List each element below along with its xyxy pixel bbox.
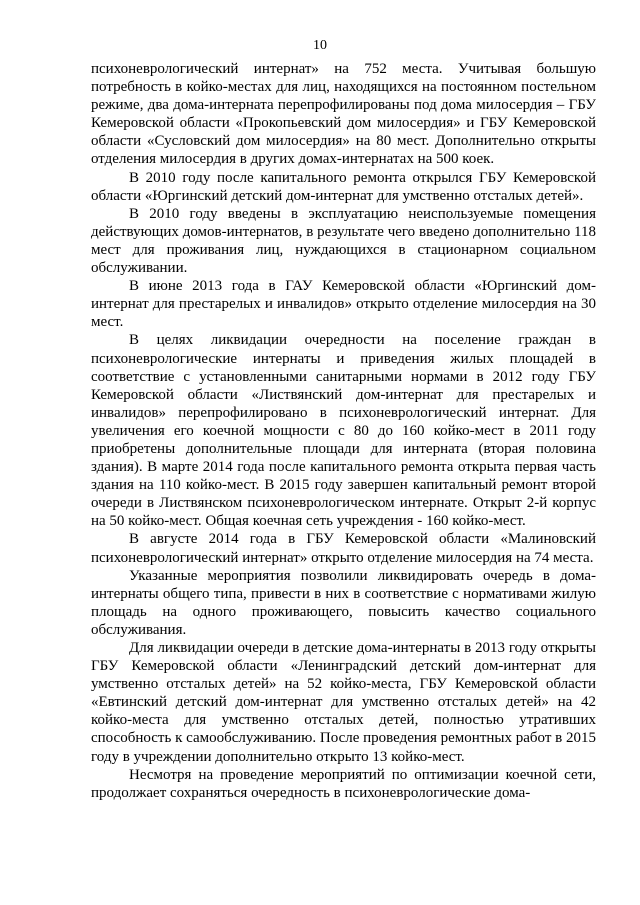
document-body <box>91 60 596 802</box>
paragraph: В целях ликвидации очередности на поселение граждан в психоневрологические интернаты и приведения жилых площадей в соответствие с установленными санитарными нормами в 2012 году ГБУ Кемеровской области «Листвянский дом-интернат для престарелых и инвалидов» перепрофилировано в психоневрологический интернат. Для увеличения его коечной мощности с 80 до 160 койко-мест в 2011 году приобретены дополнительные площади для интерната (вторая половина здания). В марте 2014 года после капитального ремонта открыта первая часть здания на 110 койко-мест. В 2015 году завершен капитальный ремонт второй очереди в Листвянском психоневрологическом интернате. Открыт 2-й корпус на 50 койко-мест. Общая коечная сеть учреждения - 160 койко-мест. <box>91 332 596 530</box>
paragraph: В 2010 году введены в эксплуатацию неиспользуемые помещения действующих домов-интернатов, в результате чего введено дополнительно 118 мест для проживания лиц, нуждающихся в стационарном социальном обслуживании. <box>91 205 596 277</box>
paragraph: Для ликвидации очереди в детские дома-интернаты в 2013 году открыты ГБУ Кемеровской области «Ленинградский детский дом-интернат для умственно отсталых детей» на 52 койко-места, ГБУ Кемеровской области «Евтинский детский дом-интернат для умственно отсталых детей» на 42 койко-места для умственно отсталых детей, полностью утративших способность к самообслуживанию. После проведения ремонтных работ в 2015 году в учреждении дополнительно открыто 13 койко-мест. <box>91 640 596 765</box>
paragraph: В августе 2014 года в ГБУ Кемеровской области «Малиновский психоневрологический интернат» открыто отделение милосердия на 74 места. <box>91 531 596 566</box>
paragraph: В 2010 году после капитального ремонта открылся ГБУ Кемеровской области «Юргинский детский дом-интернат для умственно отсталых детей». <box>91 169 596 204</box>
paragraph: Указанные мероприятия позволили ликвидировать очередь в дома-интернаты общего типа, привести в них в соответствие с нормативами жилую площадь на одного проживающего, повысить качество социального обслуживания. <box>91 567 596 638</box>
paragraph: В июне 2013 года в ГАУ Кемеровской области «Юргинский дом-интернат для престарелых и инвалидов» открыто отделение милосердия на 30 мест. <box>91 278 596 331</box>
paragraph: Несмотря на проведение мероприятий по оптимизации коечной сети, продолжает сохраняться очередность в психоневрологические дома- <box>91 766 596 801</box>
page-number: 10 <box>313 38 327 53</box>
paragraph: психоневрологический интернат» на 752 места. Учитывая большую потребность в койко-местах для лиц, находящихся на постоянном постельном режиме, два дома-интерната перепрофилированы под дома милосердия – ГБУ Кемеровской области «Прокопьевский дом милосердия» и ГБУ Кемеровской области «Сусловский дом милосердия» на 80 мест. Дополнительно открыты отделения милосердия в других домах-интернатах на 500 коек. <box>91 61 596 168</box>
